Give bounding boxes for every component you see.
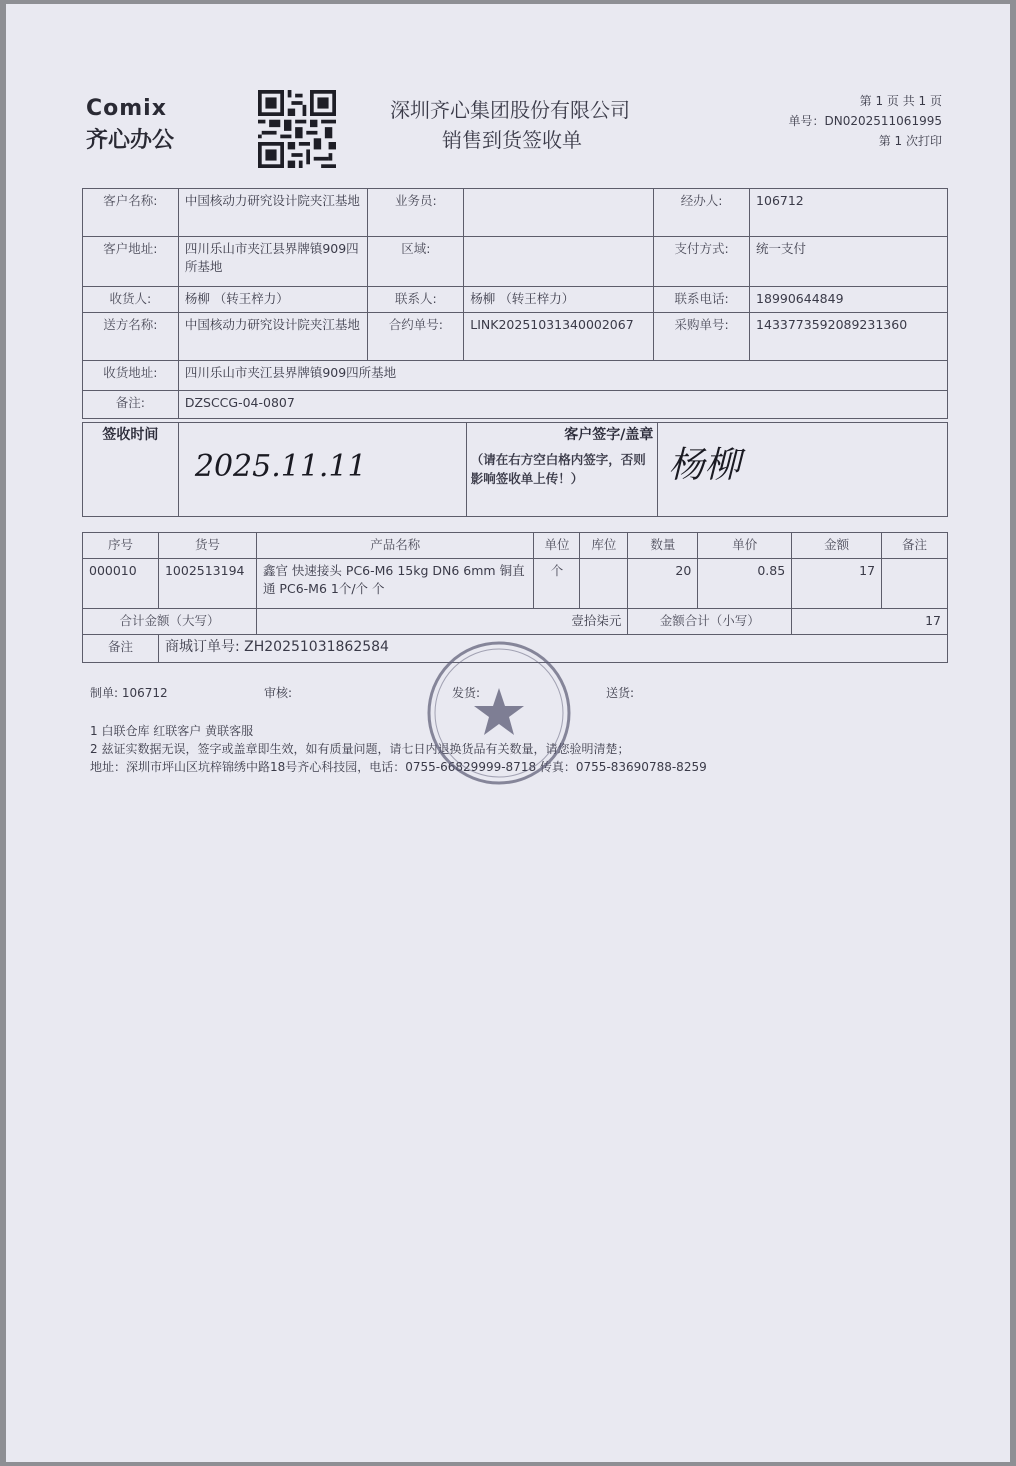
company-name: 深圳齐心集团股份有限公司 xyxy=(390,98,630,122)
page-info: 第 1 页 共 1 页 xyxy=(859,94,942,108)
total-capital-value: 壹拾柒元 xyxy=(256,609,627,635)
brand-logo-en: Comix xyxy=(86,96,167,121)
signature-table xyxy=(82,422,948,517)
payment-value: 统一支付 xyxy=(750,237,948,287)
delivery-address-value: 四川乐山市夹江县界牌镇909四所基地 xyxy=(178,361,947,391)
sign-note: （请在右方空白格内签字，否则影响签收单上传！） xyxy=(470,452,646,486)
address-label: 客户地址: xyxy=(83,237,179,287)
items-remark-label: 备注 xyxy=(83,635,159,663)
phone-label: 联系电话: xyxy=(654,287,750,313)
company-seal-stamp xyxy=(424,638,574,788)
purchase-value: 1433773592089231360 xyxy=(750,313,948,361)
col-seq: 序号 xyxy=(83,533,159,559)
salesman-value xyxy=(464,189,654,237)
row-unit-price: 0.85 xyxy=(698,559,792,609)
region-label: 区域: xyxy=(368,237,464,287)
row-product-name: 鑫官 快速接头 PC6-M6 15kg DN6 6mm 铜直通 PC6-M6 1个/个 个 xyxy=(256,559,534,609)
row-quantity: 20 xyxy=(628,559,698,609)
deliverer: 送货: xyxy=(606,686,635,700)
region-value xyxy=(464,237,654,287)
signature-cell[interactable] xyxy=(658,423,948,517)
star-icon xyxy=(474,688,524,735)
contact-value: 杨柳 （转王梓力） xyxy=(464,287,654,313)
col-product-name: 产品名称 xyxy=(256,533,534,559)
customer-info-table xyxy=(82,188,948,419)
mall-order-number: 商城订单号: ZH20251031862584 xyxy=(158,635,947,663)
total-small-label: 金额合计（小写） xyxy=(628,609,792,635)
row-code: 1002513194 xyxy=(158,559,256,609)
print-info: 第 1 次打印 xyxy=(878,134,942,148)
address-value: 四川乐山市夹江县界牌镇909四所基地 xyxy=(178,237,368,287)
contact-label: 联系人: xyxy=(368,287,464,313)
receiver-value: 杨柳 （转王梓力） xyxy=(178,287,368,313)
customer-sign-info xyxy=(466,423,658,517)
ship-to-value: 中国核动力研究设计院夹江基地 xyxy=(178,313,368,361)
col-location: 库位 xyxy=(580,533,628,559)
total-small-value: 17 xyxy=(792,609,948,635)
salesman-label: 业务员: xyxy=(368,189,464,237)
items-header-row xyxy=(83,533,948,559)
brand-logo-cn: 齐心办公 xyxy=(86,128,175,153)
row-amount: 17 xyxy=(792,559,882,609)
purchase-label: 采购单号: xyxy=(654,313,750,361)
sign-time-cell xyxy=(178,423,466,517)
order-number: 单号：DN0202511061995 xyxy=(788,114,942,128)
receiver-label: 收货人: xyxy=(83,287,179,313)
table-row xyxy=(83,559,948,609)
sign-time-handwritten: 2025.11.11 xyxy=(194,449,367,484)
customer-name-label: 客户名称: xyxy=(83,189,179,237)
contract-value: LINK20251031340002067 xyxy=(464,313,654,361)
delivery-address-label: 收货地址: xyxy=(83,361,179,391)
remark-value: DZSCCG-04-0807 xyxy=(178,391,947,419)
contract-label: 合约单号: xyxy=(368,313,464,361)
row-seq: 000010 xyxy=(83,559,159,609)
col-unit: 单位 xyxy=(534,533,580,559)
document-title: 销售到货签收单 xyxy=(442,128,582,152)
auditor: 审核: xyxy=(264,686,293,700)
info-row xyxy=(83,391,948,419)
payment-label: 支付方式: xyxy=(654,237,750,287)
sign-time-label: 签收时间 xyxy=(83,423,179,517)
ship-to-label: 送方名称: xyxy=(83,313,179,361)
totals-row xyxy=(83,609,948,635)
info-row xyxy=(83,313,948,361)
col-amount: 金额 xyxy=(792,533,882,559)
footer-line-address: 地址：深圳市坪山区坑梓锦绣中路18号齐心科技园，电话：0755-66829999-8718 传真：0755-83690788-8259 xyxy=(90,760,707,774)
info-row xyxy=(83,287,948,313)
info-row xyxy=(83,361,948,391)
qr-code-icon xyxy=(258,90,336,168)
col-quantity: 数量 xyxy=(628,533,698,559)
maker: 制单: 106712 xyxy=(90,686,168,700)
document-sheet xyxy=(6,4,1010,1462)
col-unit-price: 单价 xyxy=(698,533,792,559)
customer-sign-label: 客户签字/盖章 xyxy=(564,427,654,443)
handler-label: 经办人: xyxy=(654,189,750,237)
remark-label: 备注: xyxy=(83,391,179,419)
total-capital-label: 合计金额（大写） xyxy=(83,609,257,635)
footer-line-copies: 1 白联仓库 红联客户 黄联客服 xyxy=(90,724,254,738)
handwritten-signature: 杨柳 xyxy=(668,445,741,486)
col-note: 备注 xyxy=(882,533,948,559)
phone-value: 18990644849 xyxy=(750,287,948,313)
row-location xyxy=(580,559,628,609)
footer-line-terms: 2 兹证实数据无误，签字或盖章即生效，如有质量问题，请七日内退换货品有关数量，请您验明清楚； xyxy=(90,742,630,756)
sender: 发货: xyxy=(452,686,481,700)
customer-name-value: 中国核动力研究设计院夹江基地 xyxy=(178,189,368,237)
info-row xyxy=(83,237,948,287)
signature-row xyxy=(83,423,948,517)
row-unit: 个 xyxy=(534,559,580,609)
row-note xyxy=(882,559,948,609)
handler-value: 106712 xyxy=(750,189,948,237)
col-code: 货号 xyxy=(158,533,256,559)
info-row xyxy=(83,189,948,237)
